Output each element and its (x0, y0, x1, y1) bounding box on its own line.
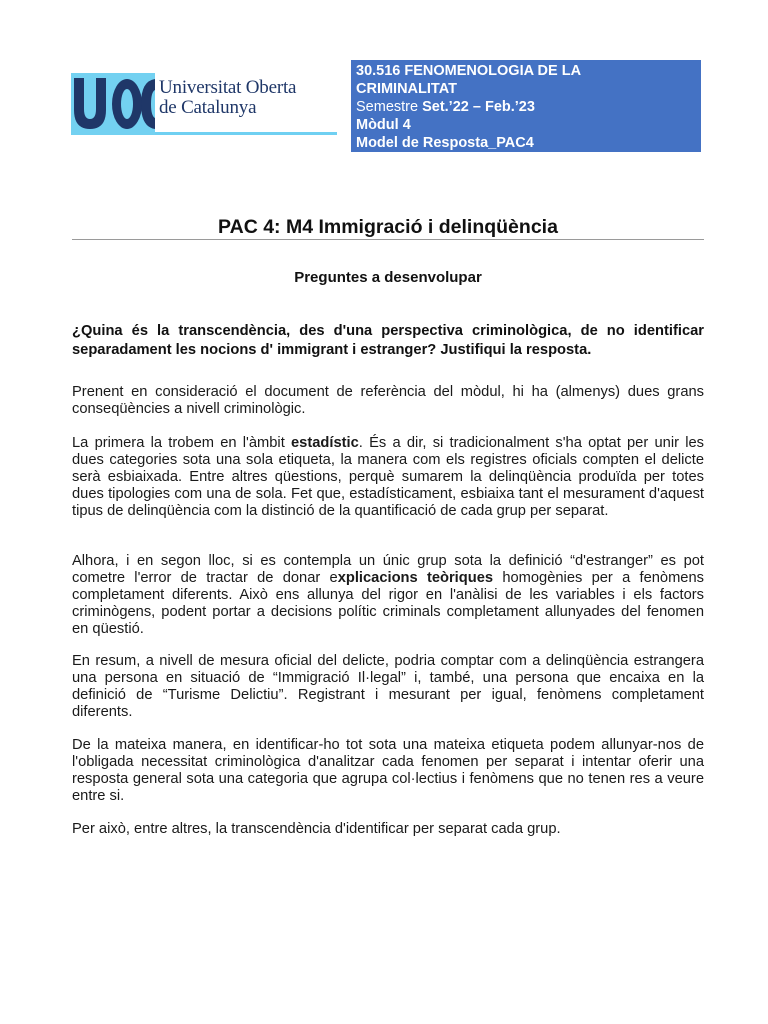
paragraph-2-bold: estadístic (291, 435, 359, 451)
paragraph-3-bold: xplicacions teòriques (337, 570, 494, 586)
course-code-line2: CRIMINALITAT (356, 81, 457, 97)
title-divider (72, 239, 704, 240)
uoc-wordmark (155, 73, 337, 135)
answer-paragraph-1: Prenent en consideració el document de referència del mòdul, hi ha (almenys) dues grans conseqüències a nivell criminològic. (72, 384, 704, 417)
answer-paragraph-5: De la mateixa manera, en identificar-ho tot sota una mateixa etiqueta podem allunyar-nos de l'obligada necessitat criminològica d'analitzar cada fenomen per separat i intentar oferir una resposta general sota una categoria que agrupa col·lectius i fenòmens que no tenen res a veure entre si. (72, 737, 704, 804)
document-title: PAC 4: M4 Immigració i delinqüència (218, 216, 558, 238)
uoc-letters-icon (71, 73, 155, 135)
uoc-logo (71, 73, 337, 135)
question-text: ¿Quina és la transcendència, des d'una perspectiva criminològica, de no identificar separadament les nocions d' immigrant i estranger? Justifiqui la resposta. (72, 323, 704, 358)
semester-value: Set.’22 – Feb.’23 (422, 99, 535, 115)
course-info-box (351, 60, 701, 152)
section-subtitle: Preguntes a desenvolupar (294, 269, 482, 286)
uoc-logo-mark (71, 73, 155, 135)
paragraph-3-end: homogènies per a fenòmens completament diferents. Això ens allunya del rigor en l'anàlisi de les variables i els factors criminògens, podent portar a decisions polític criminals completament allunyades del fenomen en qüestió. (72, 570, 704, 637)
module-label: Mòdul 4 (356, 117, 411, 133)
semester-label: Semestre (356, 99, 423, 115)
answer-paragraph-6: Per això, entre altres, la transcendència d'identificar per separat cada grup. (72, 821, 561, 837)
course-code-line1: 30.516 FENOMENOLOGIA DE LA (356, 63, 582, 79)
answer-paragraph-2 (72, 435, 704, 520)
logo-name-line1: Universitat Oberta (159, 77, 297, 98)
paragraph-2-end: . És a dir, si tradicionalment s'ha optat per unir les dues categories sota una sola etiqueta, la manera com els registres oficials compten el delicte serà esbiaixada. Entre altres qüestions, perquè sumarem la delinqüència produïda per totes dues tipologies com una de sola. Fet que, estadísticament, esbiaixa tant el mesurament d'aquest tipus de delinqüència com la distinció de la quantificació de cada grup per separat. (72, 435, 704, 519)
logo-underline (155, 132, 337, 135)
logo-name-line2: de Catalunya (159, 97, 257, 118)
model-label: Model de Resposta_PAC4 (356, 135, 534, 151)
answer-paragraph-4: En resum, a nivell de mesura oficial del delicte, podria comptar com a delinqüència estrangera una persona en situació de “Immigració Il·legal” i, també, una persona que encaixa en la definició de “Turisme Delictiu”. Registrant i mesurant per igual, fenòmens completament diferents. (72, 653, 704, 720)
answer-paragraph-3 (72, 553, 704, 638)
paragraph-3-start: Alhora, i en segon lloc, si es contempla un únic grup sota la definició “d'estranger” es pot cometre l'error de tractar de donar e (72, 553, 704, 586)
paragraph-2-start: La primera la trobem en l'àmbit (72, 435, 292, 451)
